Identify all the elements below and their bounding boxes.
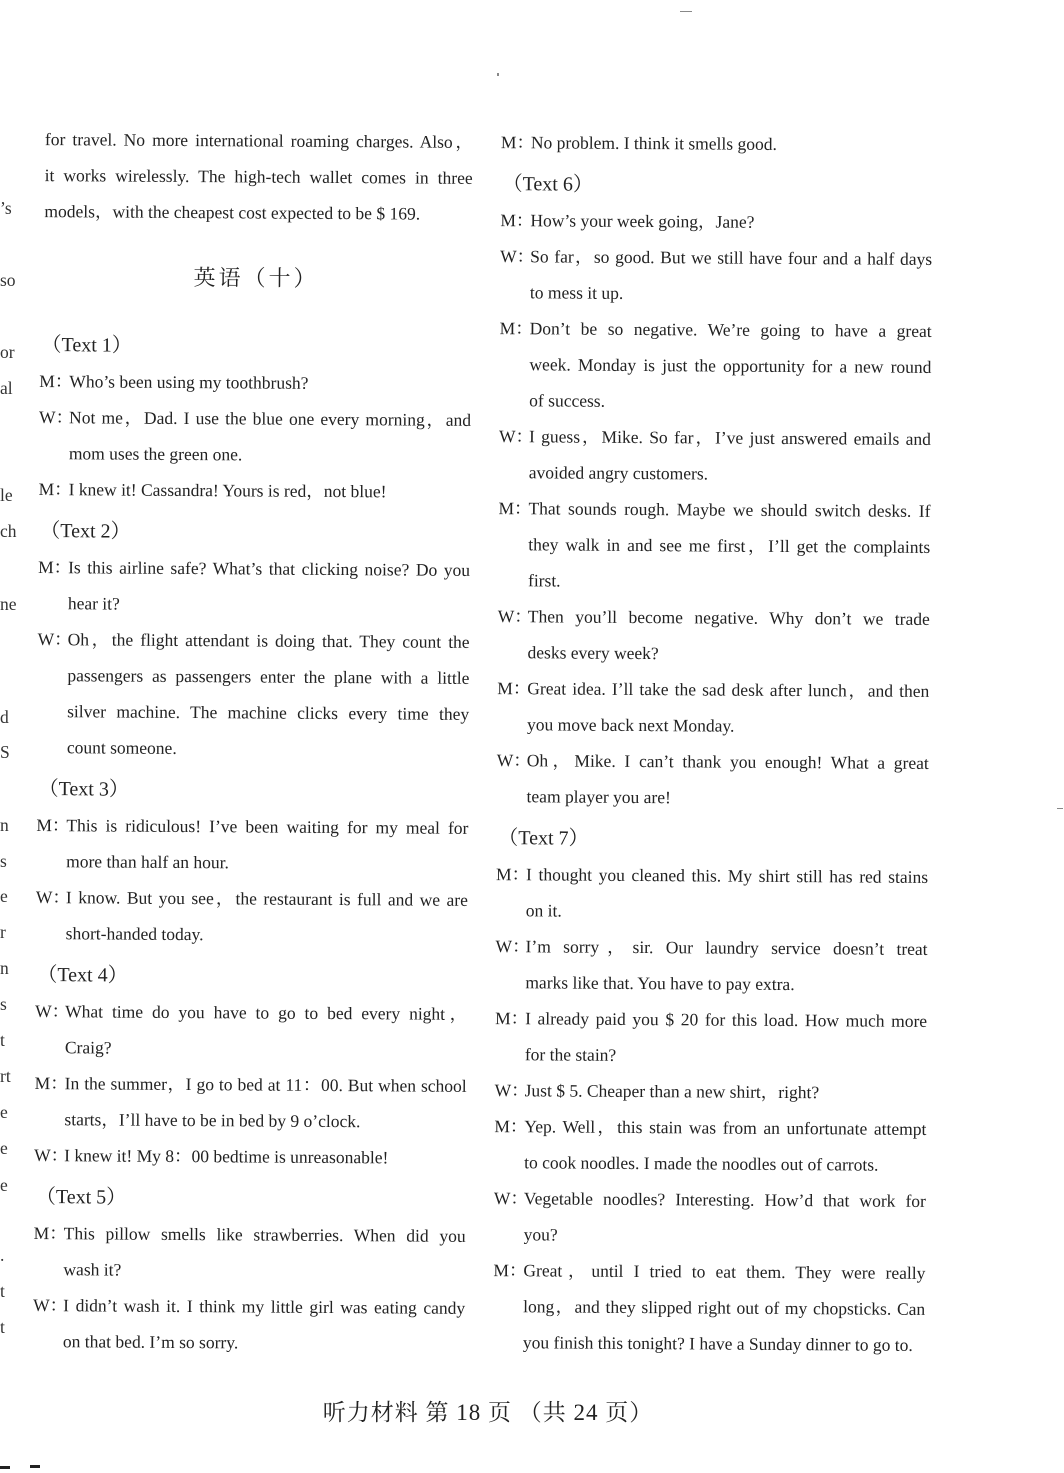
line-text: That sounds rough. Maybe we should switch desks. If <box>528 498 931 521</box>
dialogue-line: first. <box>527 570 561 591</box>
dialogue-line <box>39 399 471 438</box>
speaker-label: W： <box>495 936 530 957</box>
margin-fragment: s <box>0 851 7 871</box>
dialogue-turn <box>495 928 927 1003</box>
dialogue-line <box>39 363 471 402</box>
dialogue-line: Craig? <box>64 1037 112 1058</box>
line-text: In the summer，I go to bed at 11：00. But when school <box>64 1073 467 1096</box>
margin-fragment: t <box>0 1317 5 1337</box>
dialogue-line: you move back next Monday. <box>527 714 735 736</box>
margin-fragment: ch <box>0 521 17 541</box>
speaker-label: M： <box>500 210 534 231</box>
margin-fragment: d <box>0 707 9 727</box>
dialogue-turn <box>38 549 470 624</box>
line-text: I didn’t wash it. I think my little girl was eating candy <box>63 1295 466 1318</box>
dialogue-turn <box>35 993 467 1068</box>
margin-fragment: e <box>0 1102 8 1122</box>
text-title: （Text 6） <box>502 173 593 196</box>
dialogue-line: hear it? <box>67 593 120 614</box>
dialogue-line <box>497 670 929 709</box>
paragraph-line: models，with the cheapest cost expected to be $ 169. <box>44 201 421 224</box>
dialogue-line: for the stain? <box>524 1044 617 1065</box>
dialogue-line: passengers as passengers enter the plane with a little <box>67 665 470 688</box>
dialogue-turn <box>496 856 928 931</box>
text-5 <box>33 1179 466 1362</box>
dialogue-line <box>35 1065 467 1104</box>
margin-fragment: s <box>0 994 7 1014</box>
speaker-label: W： <box>39 407 74 428</box>
dialogue-line: you? <box>523 1224 558 1245</box>
margin-fragment: rt <box>0 1066 11 1086</box>
dialogue-turn <box>39 399 471 474</box>
text-title: （Text 3） <box>38 778 129 801</box>
dialogue-line: mom uses the green one. <box>68 443 243 465</box>
dialogue-line <box>36 879 468 918</box>
dialogue-line: more than half an hour. <box>66 851 230 873</box>
margin-fragment: r <box>0 922 6 942</box>
margin-fragment: t <box>0 1030 5 1050</box>
dialogue-turn <box>33 1215 465 1290</box>
dialogue-turn <box>497 598 929 673</box>
speaker-label: W： <box>35 887 71 908</box>
line-text: Don’t be so negative. We’re going to have a great <box>529 318 932 341</box>
text-title: （Text 1） <box>41 334 132 357</box>
dialogue-turn <box>37 621 470 768</box>
text-7 <box>493 820 929 1363</box>
speaker-label: M： <box>36 815 70 836</box>
right-column <box>493 124 933 1363</box>
dialogue-line <box>495 1072 927 1111</box>
dialogue-line <box>34 1137 466 1176</box>
dialogue-line: avoided angry customers. <box>528 462 709 484</box>
dialogue-line: on that bed. I’m so sorry. <box>62 1331 239 1353</box>
margin-fragment: e <box>0 886 8 906</box>
speaker-label: W： <box>33 1295 68 1316</box>
dialogue-line: you finish this tonight? I have a Sunday dinner to go to. <box>522 1332 913 1355</box>
dialogue-line: long，and they slipped right out of my chopsticks. Can <box>523 1296 926 1319</box>
line-text: I already paid you $ 20 for this load. How much more <box>525 1008 928 1031</box>
dialogue-turn <box>495 1072 927 1111</box>
dialogue-line <box>494 1108 926 1147</box>
text-4 <box>34 957 467 1176</box>
speaker-label: M： <box>494 1116 528 1137</box>
dialogue-line: wash it? <box>63 1259 122 1280</box>
speaker-label: M： <box>34 1073 68 1094</box>
dialogue-line <box>38 549 470 588</box>
dialogue-line: to cook noodles. I made the noodles out of carrots. <box>524 1152 879 1175</box>
margin-fragment: ’s <box>0 198 12 218</box>
dialogue-line <box>498 598 930 637</box>
margin-fragment: n <box>0 815 9 835</box>
paragraph-line: it works wirelessly. The high-tech wallet comes in three <box>44 165 473 188</box>
speaker-label: W： <box>497 606 532 627</box>
speaker-label: W： <box>498 426 534 447</box>
speaker-label: M： <box>493 1260 527 1281</box>
speaker-label: M： <box>39 371 73 392</box>
line-text: What time do you have to go to bed every night， <box>65 1001 468 1024</box>
dialogue-line <box>493 1252 925 1291</box>
scan-mark <box>1057 808 1063 809</box>
page-content <box>26 107 944 1363</box>
text-3 <box>36 771 469 954</box>
dialogue-line: marks like that. You have to pay extra. <box>525 972 795 995</box>
margin-fragment: . <box>0 1245 5 1265</box>
line-text: Just $ 5. Cheaper than a new shirt，right? <box>524 1080 820 1103</box>
line-text: I’m sorry，sir. Our laundry service doesn’t treat <box>525 936 928 959</box>
margin-fragment: e <box>0 1175 8 1195</box>
dialogue-line <box>500 310 932 349</box>
dialogue-turn <box>500 238 932 313</box>
line-text: Oh，the flight attendant is doing that. They count the <box>67 629 470 652</box>
page-footer: 听力材料 第 18 页 （共 24 页） <box>322 1400 654 1425</box>
line-text: So far，so good. But we still have four and a half days <box>530 246 933 269</box>
line-text: Oh，Mike. I can’t thank you enough! What a great <box>526 750 929 773</box>
dialogue-turn <box>34 1137 466 1176</box>
dialogue-line: they walk in and see me first，I’ll get the complaints <box>528 534 931 557</box>
margin-fragment: le <box>0 485 13 505</box>
dialogue-line: count someone. <box>66 737 177 758</box>
dialogue-line <box>33 1287 465 1326</box>
dialogue-line <box>500 238 932 277</box>
dialogue-turn <box>499 418 931 493</box>
line-text: I know. But you see，the restaurant is full and we are <box>65 887 468 910</box>
speaker-label: W： <box>493 1188 529 1209</box>
speaker-label: M： <box>38 479 72 500</box>
dialogue-line <box>501 124 933 163</box>
dialogue-turn <box>39 471 471 510</box>
line-text: Great idea. I’ll take the sad desk after lunch，and then <box>527 678 930 701</box>
speaker-label: W： <box>494 1080 529 1101</box>
dialogue-turn <box>496 742 928 817</box>
dialogue-line: silver machine. The machine clicks every time they <box>67 701 470 724</box>
line-text: No problem. I think it smells good. <box>530 132 777 154</box>
speaker-label: W： <box>35 1001 70 1022</box>
margin-fragment: t <box>0 1281 5 1301</box>
dialogue-line <box>497 742 929 781</box>
line-text: I guess，Mike. So far，I’ve just answered emails and <box>528 426 932 449</box>
speaker-label: M： <box>500 132 535 153</box>
dialogue-line <box>495 928 927 967</box>
dialogue-line: of success. <box>529 390 606 411</box>
dialogue-turn <box>33 1287 465 1362</box>
speaker-label: W： <box>496 750 531 771</box>
dialogue-line: team player you are! <box>526 786 671 808</box>
line-text: Who’s been using my toothbrush? <box>69 371 309 393</box>
dialogue-line <box>500 202 932 241</box>
text-title: （Text 5） <box>35 1186 127 1209</box>
dialogue-line <box>39 471 471 510</box>
dialogue-line <box>494 1180 926 1219</box>
text-title: （Text 4） <box>37 964 128 987</box>
text-title: （Text 2） <box>40 520 131 543</box>
line-text: I knew it! Cassandra! Yours is red，not blue! <box>68 479 387 502</box>
dialogue-turn <box>36 807 468 882</box>
dialogue-line <box>35 993 467 1032</box>
line-text: Not me，Dad. I use the blue one every morning，and <box>69 407 472 430</box>
margin-fragment: so <box>0 270 16 290</box>
dialogue-line: week. Monday is just the opportunity for a new round <box>529 354 932 377</box>
speaker-label: W： <box>34 1145 69 1166</box>
dialogue-turn <box>495 1000 927 1075</box>
margin-fragment: ne <box>0 594 17 614</box>
speaker-label: M： <box>495 1008 529 1029</box>
line-text: Great，until I tried to eat them. They were really <box>523 1260 926 1283</box>
margin-fragment: al <box>0 378 13 398</box>
dialogue-turn <box>499 310 932 421</box>
dialogue-turn <box>36 879 468 954</box>
line-text: I thought you cleaned this. My shirt still has red stains <box>526 864 929 887</box>
dialogue-line <box>498 490 930 529</box>
dialogue-line: desks every week? <box>527 642 659 664</box>
dialogue-turn <box>494 1180 926 1255</box>
dialogue-line <box>38 621 470 660</box>
dialogue-line: on it. <box>525 900 562 921</box>
dialogue-line: short-handed today. <box>65 923 204 945</box>
intro-paragraph <box>40 121 473 232</box>
left-column <box>33 121 473 1362</box>
speaker-label: W： <box>500 246 535 267</box>
dialogue-turn <box>497 670 929 745</box>
dialogue-turn <box>501 124 933 163</box>
speaker-label: W： <box>37 629 72 650</box>
dialogue-line: starts，I’ll have to be in bed by 9 o’clock. <box>64 1109 361 1132</box>
line-text: This pillow smells like strawberries. When did you <box>63 1223 466 1246</box>
scan-mark <box>680 11 692 12</box>
section-title: 英语（十） <box>193 265 319 291</box>
margin-fragment: n <box>0 958 9 978</box>
dialogue-line <box>36 807 468 846</box>
text-1 <box>39 327 472 510</box>
line-text: Vegetable noodles? Interesting. How’d that work for <box>523 1188 926 1211</box>
dialogue-line <box>34 1215 466 1254</box>
dialogue-turn <box>34 1065 466 1140</box>
speaker-label: M： <box>497 678 531 699</box>
line-text: Then you’ll become negative. Why don’t we trade <box>527 606 930 629</box>
dialogue-line <box>495 1000 927 1039</box>
dialogue-line <box>496 856 928 895</box>
text-title: （Text 7） <box>498 827 589 850</box>
paragraph-line: for travel. No more international roaming charges. Also， <box>44 129 473 152</box>
speaker-label: M： <box>498 498 532 519</box>
speaker-label: M： <box>496 864 530 885</box>
dialogue-turn <box>498 490 931 601</box>
line-text: Is this airline safe? What’s that clicking noise? Do you <box>68 557 471 580</box>
line-text: I knew it! My 8：00 bedtime is unreasonable! <box>64 1145 389 1168</box>
line-text: How’s your week going，Jane? <box>530 210 755 232</box>
dialogue-line: to mess it up. <box>529 282 624 303</box>
dialogue-turn <box>494 1108 926 1183</box>
line-text: Yep. Well，this stain was from an unfortunate attempt <box>524 1116 927 1139</box>
margin-fragment: or <box>0 342 15 362</box>
margin-fragment: e <box>0 1138 8 1158</box>
dialogue-turn <box>39 363 471 402</box>
speaker-label: M： <box>38 557 72 578</box>
speaker-label: M： <box>499 318 533 339</box>
dialogue-line <box>499 418 931 457</box>
text-6 <box>496 166 932 817</box>
speaker-label: M： <box>33 1223 67 1244</box>
line-text: This is ridiculous! I’ve been waiting for my meal for <box>66 815 469 838</box>
text-2 <box>37 513 471 768</box>
dialogue-turn <box>500 202 932 241</box>
scan-mark <box>30 1465 40 1468</box>
margin-fragment: S <box>0 742 10 762</box>
scan-mark <box>0 1466 10 1469</box>
scan-mark <box>497 73 499 76</box>
dialogue-turn <box>493 1252 926 1363</box>
